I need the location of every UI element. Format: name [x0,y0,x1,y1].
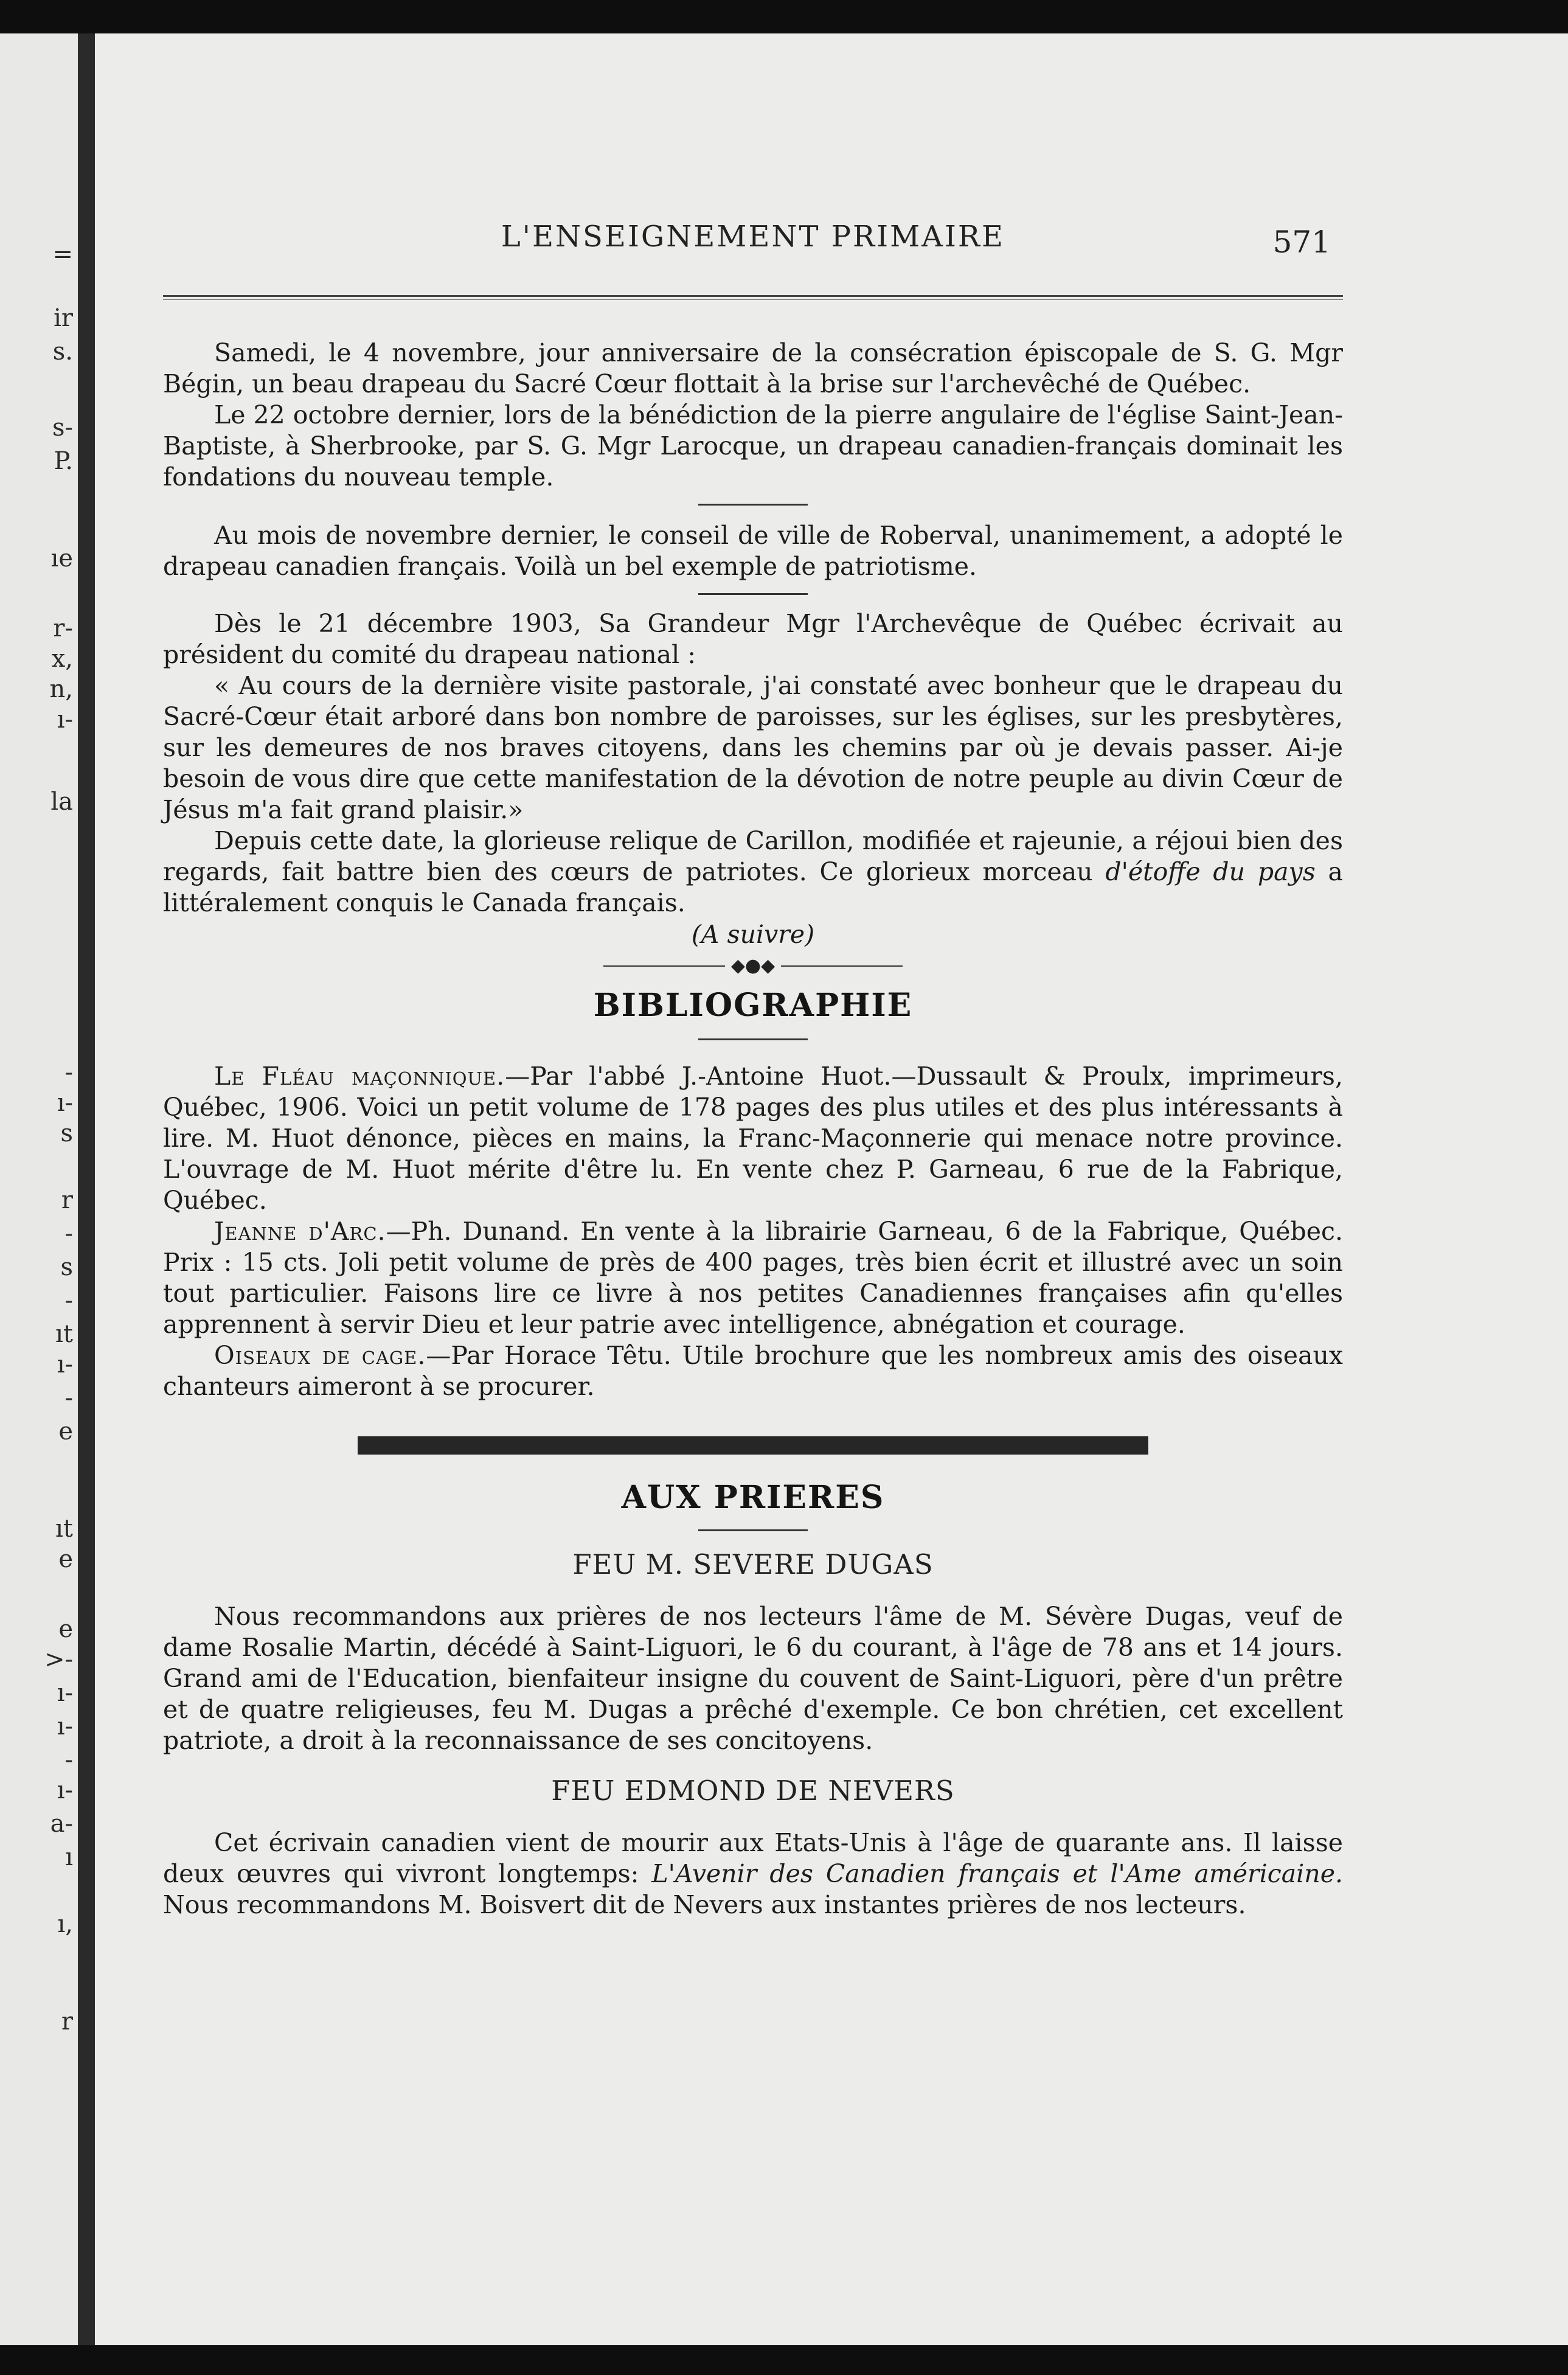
news-paragraph-6-italic: d'étoffe du pays [1105,857,1316,886]
obituary-heading-nevers: FEU EDMOND DE NEVERS [551,1775,955,1807]
left-page-fragment: - [64,1384,73,1412]
left-page-fragment: r- [53,614,73,642]
left-page-fragment: r [61,1186,73,1214]
news-paragraph-2: Le 22 octobre dernier, lors de la bénédiction de la pierre angulaire de l'église Saint-Jean-Baptiste, à Sherbrooke, par S. G. Mgr Larocque, un drapeau canadien-français dominait les fondations du nouveau temple. [163,400,1343,492]
left-page-fragment: - [64,1220,73,1248]
obituary-text-dugas: Nous recommandons aux prières de nos lecteurs l'âme de M. Sévère Dugas, veuf de dame Rosalie Martin, décédé à Saint-Liguori, le 6 du courant, à l'âge de 78 ans et 14 jours. Grand ami de l'Education, bienfaiteur insigne du couvent de Saint-Liguori, père d'un prêtre et de quatre religieuses, feu M. Dugas a prêché d'exemple. Ce bon chrétien, cet excellent patriote, a droit à la reconnaissance de ses concitoyens. [163,1602,1343,1755]
left-page-fragment: ıt [55,1320,73,1348]
left-page-fragment: - [64,1059,73,1087]
left-page-fragment: e [58,1545,73,1573]
left-page-fragment: - [64,1287,73,1315]
left-page-fragment: ı- [57,1089,73,1117]
left-page-fragment: P. [54,447,73,475]
left-page-fragment: ir [54,304,73,332]
left-page-fragment: la [50,788,73,816]
news-paragraph-6-start: Depuis cette date, la glorieuse relique de Carillon, modifiée et rajeunie, a réjoui bien des regards, fait battre bien des cœurs de patriotes. Ce glorieux morceau [163,826,1343,886]
news-quote: « Au cours de la dernière visite pastorale, j'ai constaté avec bonheur que le drapeau du Sacré-Cœur était arboré dans bon nombre de paroisses, sur les églises, sur les presbytères, sur les demeures de nos braves citoyens, dans les chemins par où je devais passer. Ai-je besoin de vous dire que cette manifestation de la dévotion de notre peuple au divin Cœur de Jésus m'a fait grand plaisir.» [163,671,1343,824]
news-paragraph-6 [163,826,1343,919]
left-page-fragment: ı- [57,706,73,734]
news-paragraph-1: Samedi, le 4 novembre, jour anniversaire de la consécration épiscopale de S. G. Mgr Bégin, un beau drapeau du Sacré Cœur flottait à la brise sur l'archevêché de Québec. [163,338,1343,398]
book-gutter [78,33,95,2345]
news-paragraph-6-end: a littéralement conquis le Canada français. [163,857,1343,917]
left-page-edge [0,33,78,2345]
header-rule [163,295,1343,300]
left-page-fragment: a- [50,1810,73,1838]
left-page-fragment: >- [44,1646,73,1674]
page-number: 571 [1272,224,1331,260]
left-page-fragment: - [64,1746,73,1774]
obituary-text-nevers-italic: L'Avenir des Canadien français et l'Ame américaine. [651,1859,1343,1888]
left-page-fragment: s [60,1253,73,1281]
bibliography-entry-1 [163,1061,1343,1216]
prieres-heading: AUX PRIERES [621,1479,885,1516]
obituary-heading-dugas: FEU M. SEVERE DUGAS [572,1548,934,1580]
bibliography-title-2: Jeanne d'Arc. [214,1217,386,1246]
bibliographie-heading: BIBLIOGRAPHIE [593,987,913,1024]
left-page-fragment: r [61,2008,73,2036]
left-page-fragment: ı- [57,1713,73,1740]
right-page [95,33,1568,2345]
obituary-text-nevers-end: Nous recommandons M. Boisvert dit de Nevers aux instantes prières de nos lecteurs. [163,1890,1246,1919]
left-page-fragment: = [52,240,73,268]
obituary-text-nevers [163,1827,1343,1921]
running-title: L'ENSEIGNEMENT PRIMAIRE [501,220,1005,254]
bibliography-title-1: Le Fléau maçonnique. [214,1062,505,1091]
running-head [163,216,1343,265]
left-page-fragment: s- [52,414,73,442]
news-section [163,338,1343,1921]
left-page-fragment: e [58,1417,73,1445]
obituary-text-nevers-start: Cet écrivain canadien vient de mourir aux Etats-Unis à l'âge de quarante ans. Il laisse deux œuvres qui vivront longtemps: [163,1828,1343,1888]
ornament-divider [163,954,1343,978]
left-page-fragment: s [60,1119,73,1147]
left-page-fragment: n, [49,675,73,703]
left-page-fragment: ı- [57,1776,73,1804]
left-page-fragment: s. [52,338,73,366]
news-paragraph-4: Dès le 21 décembre 1903, Sa Grandeur Mgr l'Archevêque de Québec écrivait au président du comité du drapeau national : [163,609,1343,669]
bibliography-entry-3 [163,1340,1343,1402]
a-suivre: (A suivre) [691,920,815,949]
bibliography-text-3: —Par Horace Têtu. Utile brochure que les nombreux amis des oiseaux chanteurs aimeront à se procurer. [163,1341,1343,1401]
left-page-fragment: x, [51,645,73,673]
bibliography-entry-2 [163,1216,1343,1340]
bibliography-text-1: —Par l'abbé J.-Antoine Huot.—Dussault & Proulx, imprimeurs, Québec, 1906. Voici un petit volume de 178 pages des plus utiles et des plus intéressants à lire. M. Huot dénonce, pièces en mains, la Franc-Maçonnerie qui menace notre province. L'ouvrage de M. Huot mérite d'être lu. En vente chez P. Garneau, 6 rue de la Fabrique, Québec. [163,1062,1343,1215]
left-page-fragment: ıe [50,544,73,572]
left-page-fragment: ı [65,1843,73,1871]
left-page-fragment: ı, [57,1910,73,1938]
left-page-fragment: ı- [57,1351,73,1379]
left-page-fragment: e [58,1615,73,1643]
news-paragraph-3: Au mois de novembre dernier, le conseil de ville de Roberval, unanimement, a adopté le drapeau canadien français. Voilà un bel exemple de patriotisme. [163,521,1343,581]
bibliography-text-2: —Ph. Dunand. En vente à la librairie Garneau, 6 de la Fabrique, Québec. Prix : 15 cts. Joli petit volume de près de 400 pages, très bien écrit et illustré avec un soin tout particulier. Faisons lire ce livre à nos petites Canadiennes françaises afin qu'elles apprennent à servir Dieu et leur patrie avec intelligence, abnégation et courage. [163,1217,1343,1339]
left-page-fragment: ı- [57,1679,73,1707]
section-separator-bar [358,1436,1148,1455]
left-page-fragment: ıt [55,1515,73,1543]
bibliography-title-3: Oiseaux de cage. [214,1341,426,1370]
ornament-icon: ◆●◆ [730,955,775,976]
